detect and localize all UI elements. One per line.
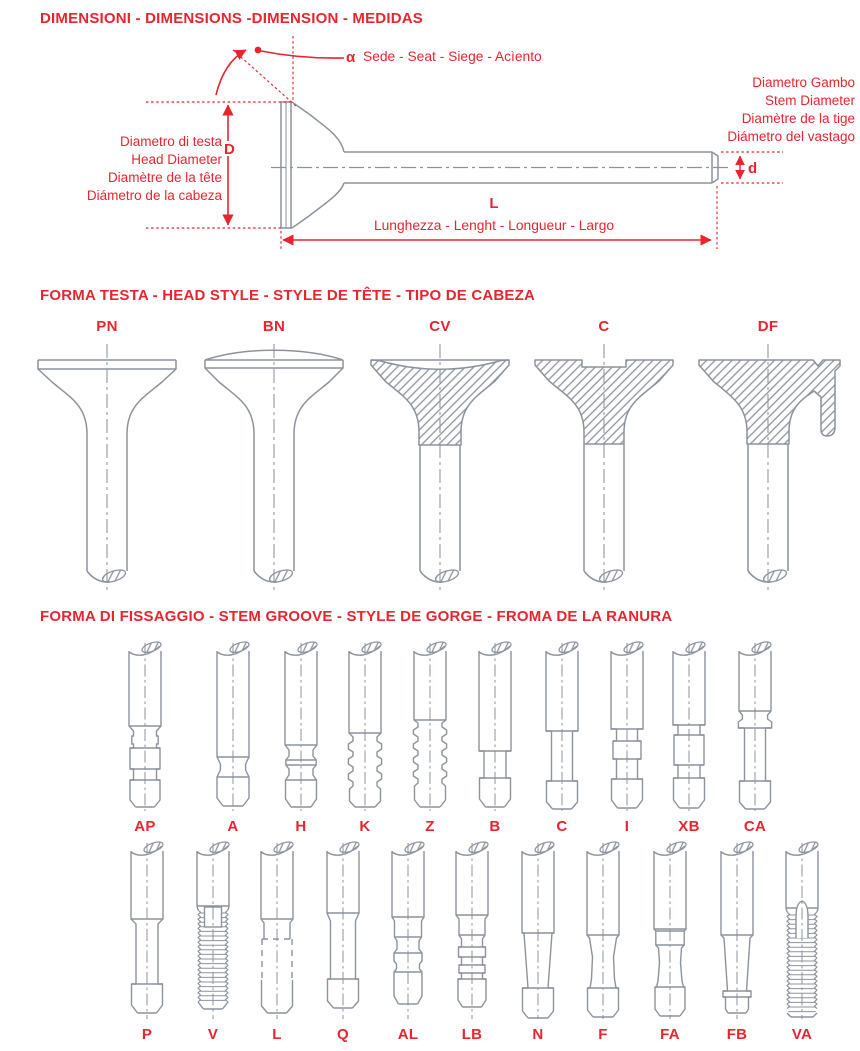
stem-groove-label: VA: [791, 1026, 813, 1043]
stem-groove-figure-p: [114, 841, 180, 1021]
head-diameter-label-line: Diametro di testa: [119, 134, 222, 149]
stem-groove-figure-fa: [637, 841, 703, 1021]
stem-groove-item-c: [529, 641, 595, 835]
angle-arc-arrow: [216, 50, 246, 95]
stem-groove-label: N: [532, 1026, 544, 1043]
stem-groove-label: Q: [337, 1026, 349, 1043]
stem-groove-figure-i: [594, 641, 660, 813]
head-style-label: C: [598, 318, 610, 335]
stem-groove-item-al: [375, 841, 441, 1043]
stem-diameter-label-line: Diámetro del vastago: [727, 129, 855, 144]
stem-groove-figure-a: [200, 641, 266, 813]
stem-groove-figure-z: [397, 641, 463, 813]
stem-groove-item-l: [244, 841, 310, 1043]
stem-groove-label: B: [489, 818, 501, 835]
seat-angle-line: [233, 50, 296, 106]
stem-groove-item-fa: [637, 841, 703, 1043]
head-diameter-label-line: Head Diameter: [131, 152, 222, 167]
stem-groove-item-f: [570, 841, 636, 1043]
seat-point-dot: [255, 47, 262, 54]
stem-groove-figure-al: [375, 841, 441, 1021]
valve-outline: [271, 102, 731, 228]
head-style-title: FORMA TESTA - HEAD STYLE - STYLE DE TÊTE - TIPO DE CABEZA: [40, 287, 536, 304]
head-diameter-label-line: Diamètre de la tête: [107, 170, 222, 185]
stem-groove-item-n: [505, 841, 571, 1043]
stem-groove-item-xb: [656, 641, 722, 835]
dim-L-label: L: [489, 195, 499, 212]
stem-groove-figure-k: [332, 641, 398, 813]
stem-groove-label: F: [598, 1026, 608, 1043]
stem-groove-figure-q: [310, 841, 376, 1021]
stem-groove-item-va: [769, 841, 835, 1043]
stem-groove-item-p: [114, 841, 180, 1043]
stem-groove-label: H: [295, 818, 307, 835]
head-style-item-cv: [358, 318, 522, 603]
stem-groove-item-i: [594, 641, 660, 835]
stem-groove-label: XB: [678, 818, 700, 835]
valve-dimensions-diagram: [0, 0, 860, 262]
stem-groove-label: K: [359, 818, 371, 835]
stem-groove-item-b: [462, 641, 528, 835]
stem-groove-figure-va: [769, 841, 835, 1021]
stem-groove-figure-lb: [439, 841, 505, 1021]
head-style-item-bn: [192, 318, 356, 603]
stem-groove-label: FA: [660, 1026, 680, 1043]
alpha-symbol: α: [346, 49, 356, 66]
stem-groove-item-ca: [722, 641, 788, 835]
stem-groove-figure-ap: [112, 641, 178, 813]
head-style-figure-bn: [192, 340, 356, 598]
stem-groove-label: Z: [425, 818, 435, 835]
stem-groove-label: A: [227, 818, 239, 835]
stem-groove-label: P: [141, 1026, 153, 1043]
dim-d-label: d: [748, 160, 758, 177]
stem-groove-title: FORMA DI FISSAGGIO - STEM GROOVE - STYLE DE GORGE - FROMA DE LA RANURA: [40, 608, 673, 625]
stem-groove-label: AP: [134, 818, 156, 835]
stem-groove-item-k: [332, 641, 398, 835]
stem-groove-figure-n: [505, 841, 571, 1021]
stem-groove-item-q: [310, 841, 376, 1043]
stem-groove-label: LB: [461, 1026, 483, 1043]
head-style-item-df: [686, 318, 850, 603]
stem-diameter-label-line: Stem Diameter: [764, 93, 855, 108]
seat-leader-line: [261, 51, 344, 58]
stem-groove-figure-b: [462, 641, 528, 813]
dim-D-label: D: [224, 141, 235, 158]
head-style-label: BN: [262, 318, 286, 335]
head-style-figure-pn: [25, 340, 189, 598]
stem-groove-item-h: [268, 641, 334, 835]
length-label: Lunghezza - Lenght - Longueur - Largo: [373, 218, 615, 233]
stem-groove-label: C: [556, 818, 568, 835]
stem-groove-item-fb: [704, 841, 770, 1043]
seat-label: Sede - Seat - Siege - Acìento: [363, 49, 542, 64]
stem-groove-label: FB: [726, 1026, 748, 1043]
head-style-figure-c: [522, 340, 686, 598]
stem-groove-label: AL: [397, 1026, 419, 1043]
stem-groove-item-z: [397, 641, 463, 835]
stem-groove-figure-l: [244, 841, 310, 1021]
stem-groove-figure-h: [268, 641, 334, 813]
stem-groove-label: I: [624, 818, 630, 835]
dimensions-title: DIMENSIONI - DIMENSIONS -DIMENSION - MEDIDAS: [40, 10, 423, 27]
stem-groove-figure-xb: [656, 641, 722, 813]
stem-groove-item-lb: [439, 841, 505, 1043]
head-style-label: DF: [757, 318, 779, 335]
stem-groove-label: L: [272, 1026, 282, 1043]
stem-groove-item-a: [200, 641, 266, 835]
stem-diameter-label-line: Diamètre de la tige: [741, 111, 855, 126]
stem-groove-figure-f: [570, 841, 636, 1021]
head-style-label: CV: [429, 318, 451, 335]
stem-groove-figure-v: [180, 841, 246, 1021]
stem-groove-item-ap: [112, 641, 178, 835]
head-style-figure-cv: [358, 340, 522, 598]
head-diameter-label-line: Diámetro de la cabeza: [86, 188, 222, 203]
head-style-item-pn: [25, 318, 189, 603]
stem-groove-item-v: [180, 841, 246, 1043]
stem-groove-label: V: [207, 1026, 219, 1043]
head-style-figure-df: [686, 340, 850, 598]
stem-groove-label: CA: [743, 818, 767, 835]
stem-groove-figure-fb: [704, 841, 770, 1021]
stem-diameter-label-line: Diametro Gambo: [752, 75, 855, 90]
head-style-item-c: [522, 318, 686, 603]
head-style-label: PN: [96, 318, 118, 335]
stem-groove-figure-ca: [722, 641, 788, 813]
stem-groove-figure-c: [529, 641, 595, 813]
